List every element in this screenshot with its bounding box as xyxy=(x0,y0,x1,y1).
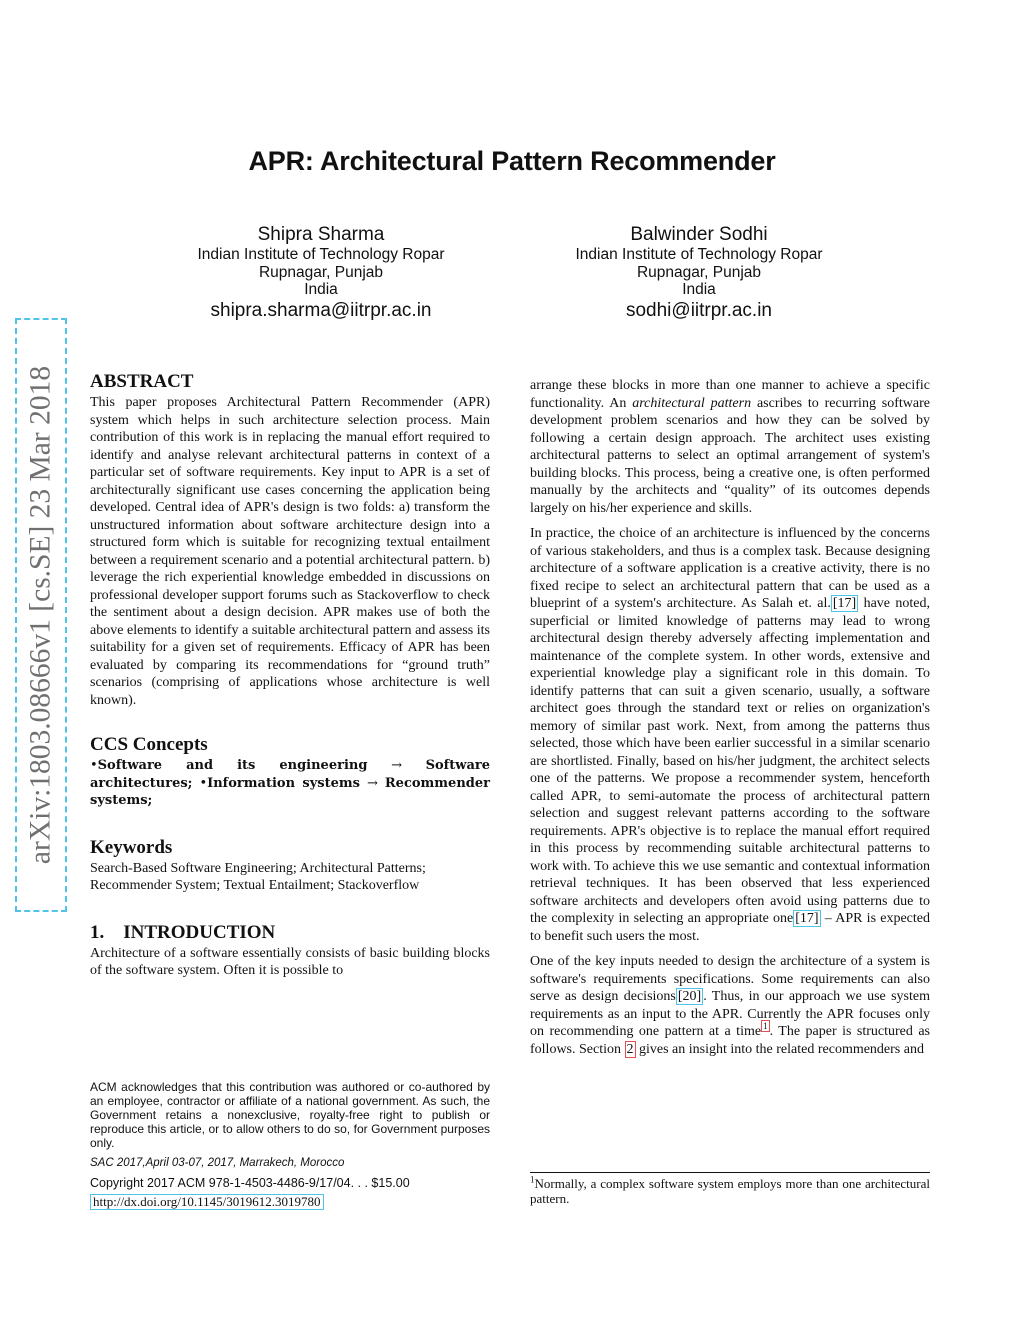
author-country: India xyxy=(682,281,716,298)
author-affiliation: Indian Institute of Technology Ropar xyxy=(575,246,823,263)
copyright-line: Copyright 2017 ACM 978-1-4503-4486-9/17/04. . . $15.00 xyxy=(90,1176,410,1190)
acm-notice-text: ACM acknowledges that this contribution was authored or co-authored by an employee, contractor or affiliate of a national government. As such, the Government retains a nonexclusive, royalty-free right to publish or reproduce this article, or to allow others to do so, for Government purposes only. xyxy=(90,1080,490,1150)
ccs-concepts: •Software and its engineering → Software architectures; •Information systems → Recommender systems; xyxy=(90,758,491,808)
section-link[interactable]: 2 xyxy=(626,1041,634,1057)
author-block-1 xyxy=(121,224,521,323)
citation-link[interactable]: [17] xyxy=(795,911,819,926)
paper-title: APR: Architectural Pattern Recommender xyxy=(248,146,776,176)
footnote-text: Normally, a complex software system employs more than one architectural pattern. xyxy=(530,1176,930,1206)
author-city: Rupnagar, Punjab xyxy=(258,263,384,281)
author-name: Balwinder Sodhi xyxy=(630,224,768,245)
author-city: Rupnagar, Punjab xyxy=(636,263,762,281)
intro-paragraph-3: One of the key inputs needed to design the architecture of a system is software's requirements specifications. Some requirements can also serve as design decisions [20] . Thus, in our approach we use system requirements as an input to the APR. Currently the APR focuses only on recommending one pattern at a time $^1$ . The paper is structured as follows. Section 2 gives an insight into the related recommenders and xyxy=(530,954,930,1057)
conference-info: SAC 2017,April 03-07, 2017, Marrakech, Morocco xyxy=(90,1157,345,1169)
abstract-heading: ABSTRACT xyxy=(90,371,194,392)
author-country: India xyxy=(304,281,338,298)
keywords-heading: Keywords xyxy=(90,836,173,858)
citation-link[interactable]: [20] xyxy=(677,989,702,1004)
author-email: sodhi@iitrpr.ac.in xyxy=(625,299,773,321)
acm-notice xyxy=(90,1080,490,1210)
footnote-rule xyxy=(530,1172,930,1173)
footnote-mark: 1 xyxy=(530,1174,535,1185)
abstract-text: This paper proposes Architectural Pattern Recommender (APR) system which helps in such architecture selection process. Main contribution of this work is in replacing the manual effort required to identify and analyse relevant architectural patterns in context of a particular set of software requirements. Key input to APR is a set of architecturally significant use cases concerning the application being developed. Central idea of APR's design is two folds: a) transform the unstructured information about software architecture design into a structured form which is suitable for recognizing textual entailment between a requirement scenario and a potential architectural pattern. b) leverage the rich experiential knowledge embedded in discussions on professional developer support forums such as Stackoverflow to check the sentiment about a design decision. APR makes use of both the above elements to identify a suitable architectural pattern and assess its suitability for a given set of requirements. Efficacy of APR has been evaluated by comparing its recommendations for “ground truth” scenarios (comprising of applications whose architecture is well known). xyxy=(90,395,490,708)
keywords-text: Search-Based Software Engineering; Architectural Patterns; Recommender System; Textual Entailment; Stackoverflow xyxy=(90,860,426,893)
citation-link[interactable]: [17] xyxy=(832,596,857,611)
arxiv-stamp-text: arXiv:1803.08666v1 [cs.SE] 23 Mar 2018 xyxy=(24,365,57,865)
footnote xyxy=(530,1176,930,1206)
footnote-link[interactable]: 1 xyxy=(763,1021,768,1032)
intro-paragraph-1-start: Architecture of a software essentially consists of basic building blocks of the software system. Often it is possible to xyxy=(90,945,490,978)
doi-link[interactable]: http://dx.doi.org/10.1145/3019612.3019780 xyxy=(90,1194,324,1210)
right-column xyxy=(530,377,930,1058)
author-email: shipra.sharma@iitrpr.ac.in xyxy=(210,299,432,321)
author-affiliation: Indian Institute of Technology Ropar xyxy=(197,246,445,263)
intro-paragraph-2: In practice, the choice of an architecture is influenced by the concerns of various stakeholders, and thus is a complex task. Because designing architecture of a software application is a creative activity, there is no fixed recipe to select an architectural pattern that can be used as a blueprint of a system's architecture. As Salah et. al. [17] have noted, superficial or limited knowledge of patterns may lead to wrong architectural design thereby adversely affecting implementation and maintenance of the complete system. In other words, extensive and experiential knowledge play a significant role in this domain. To identify patterns that can suit a given scenario, usually, a software architect goes through the standard text or relies on organization's memory of similar past work. Next, from among the patterns thus selected, those which have been earlier successful in a similar scenario are shortlisted. Finally, based on his/her judgment, the architect selects one of the patterns. We propose a recommender system, henceforth called APR, to semi-automate the process of architectural pattern selection and suggest relevant patterns according to the software requirements. APR's objective is to replace the manual effort required in this process by recommending suitable architectural patterns to work with. To achieve this we use semantic and contextual information retrieval techniques. It has been observed that less experienced software architects and developers often avoid using patterns due to the complexity in selecting an appropriate one [17] – APR is expected to benefit such users the most. xyxy=(530,526,930,944)
arxiv-stamp[interactable] xyxy=(15,318,67,912)
introduction-heading: 1. INTRODUCTION xyxy=(90,921,276,943)
ccs-heading: CCS Concepts xyxy=(90,734,208,755)
intro-paragraph-1-end: arrange these blocks in more than one manner to achieve a specific functionality. An architectural pattern ascribes to recurring software development problem scenarios and how they can be solved by following a certain design approach. The architect uses existing architectural patterns to select an optimal arrangement of system's building blocks. This process, being a creative one, is often performed manually by the architects and “quality” of its outcomes depends largely on his/her experience and skills. xyxy=(530,378,930,516)
author-block-2 xyxy=(499,224,899,323)
author-name: Shipra Sharma xyxy=(257,224,385,245)
left-column xyxy=(90,370,490,980)
